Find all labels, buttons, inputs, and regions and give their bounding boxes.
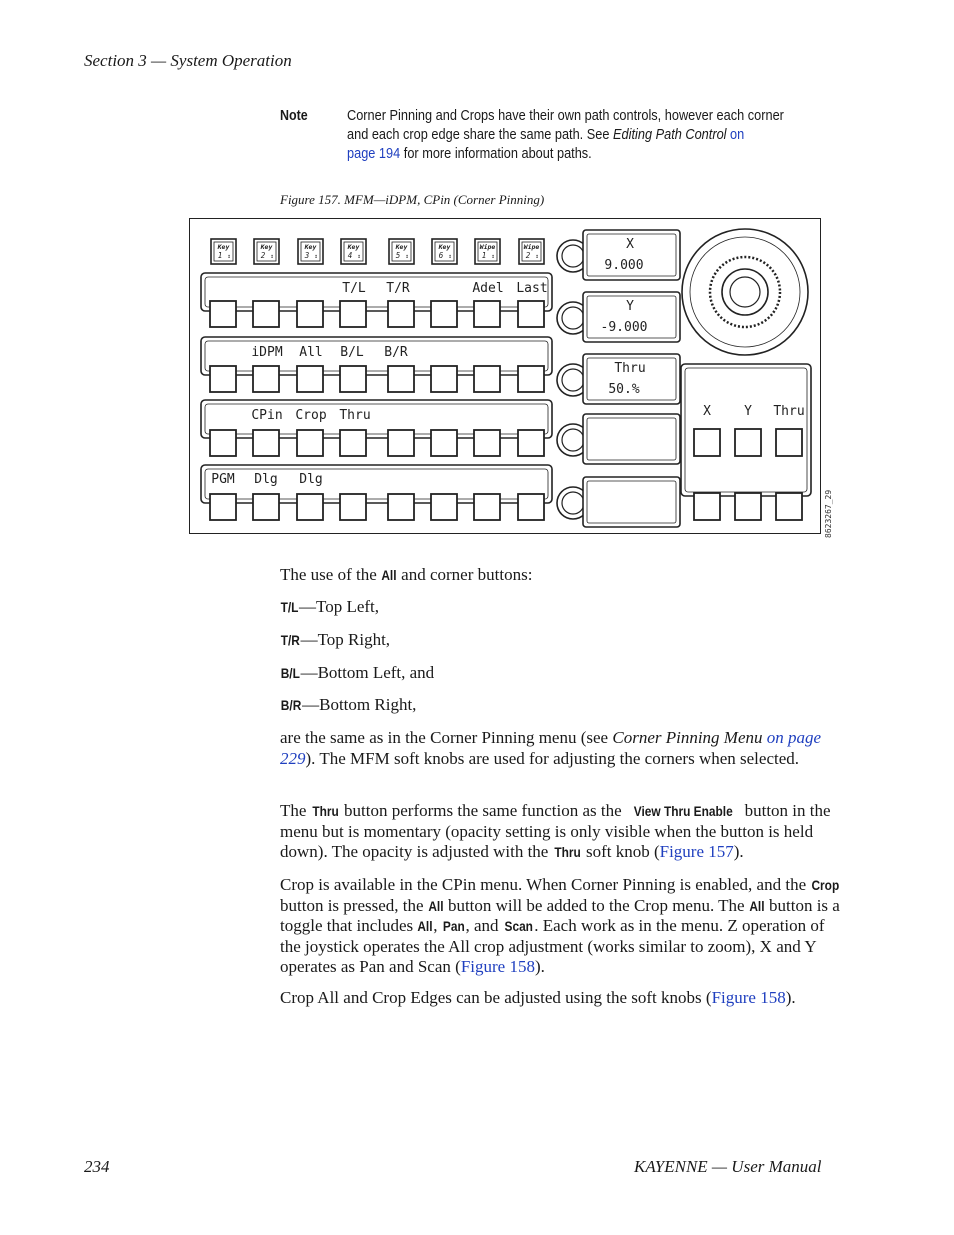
soft-knob-cap [562, 245, 584, 267]
knob-display [583, 414, 680, 464]
knob-name-label: X [626, 237, 634, 252]
soft-button[interactable] [388, 494, 414, 520]
mfm-panel-drawing [190, 219, 822, 535]
p4-text-e: , and [465, 916, 503, 935]
soft-button-label: Thru [339, 408, 371, 423]
soft-button[interactable] [474, 366, 500, 392]
knob-value-label: 9.000 [604, 258, 644, 273]
tl-desc: —Top Left, [299, 597, 380, 616]
bl-desc: —Bottom Left, and [300, 663, 435, 682]
joystick-button[interactable] [694, 429, 720, 456]
joystick-button[interactable] [735, 429, 761, 456]
body-paragraph-4 [280, 875, 842, 978]
p3-thru-term: Thru [312, 803, 339, 819]
soft-button[interactable] [253, 301, 279, 327]
note-line-1: Corner Pinning and Crops have their own path controls, however each corner [347, 108, 784, 124]
p4-crop-term: Crop [811, 877, 840, 893]
soft-button[interactable] [431, 366, 457, 392]
soft-button-label: B/R [384, 345, 408, 360]
key-select-button-number: 1 [217, 251, 223, 260]
key-select-button-number: 2 [525, 251, 531, 260]
soft-button-label: iDPM [251, 345, 283, 360]
running-header: Section 3 — System Operation [84, 51, 292, 70]
soft-button-label: B/L [340, 345, 364, 360]
p4-all-term-3: All [417, 918, 433, 934]
list-item-tr [280, 630, 842, 651]
key-select-button-number: 3 [304, 251, 310, 260]
joystick-button[interactable] [694, 493, 720, 520]
soft-button[interactable] [474, 301, 500, 327]
key-select-button-number: 4 [347, 251, 353, 260]
soft-knob-cap [562, 429, 584, 451]
p3-view-thru-term: View Thru Enable [633, 803, 733, 819]
list-item-br [280, 695, 842, 716]
soft-button[interactable] [431, 301, 457, 327]
soft-button[interactable] [388, 430, 414, 456]
joystick-axis-label: Y [744, 404, 752, 419]
body-paragraph-3 [280, 801, 842, 863]
knob-name-label: Y [626, 299, 634, 314]
soft-button[interactable] [297, 301, 323, 327]
soft-button[interactable] [518, 430, 544, 456]
soft-button[interactable] [210, 301, 236, 327]
key-select-button-label: Key [395, 243, 408, 251]
soft-button[interactable] [210, 494, 236, 520]
p3-text-b: button performs the same function as the [339, 801, 626, 820]
soft-button[interactable] [518, 366, 544, 392]
joystick-axis-label: X [703, 404, 711, 419]
figure-id-label [820, 488, 836, 538]
page-number: 234 [84, 1157, 110, 1176]
key-select-arrow-icon: ↕ [405, 253, 409, 260]
p2-ref-title: Corner Pinning Menu [612, 728, 763, 747]
br-desc: —Bottom Right, [302, 695, 417, 714]
soft-button[interactable] [253, 366, 279, 392]
key-select-arrow-icon: ↕ [535, 253, 539, 260]
soft-button-label: All [299, 345, 323, 360]
mfm-panel-figure [189, 218, 821, 534]
soft-knob-cap [562, 369, 584, 391]
soft-button-label: T/R [386, 281, 410, 296]
p4-all-term: All [428, 897, 444, 914]
p4-text-g: ). [534, 957, 545, 976]
joystick-button[interactable] [776, 493, 802, 520]
joystick-axis-label: Thru [773, 404, 805, 419]
p3-text-c: button in the menu but is momentary (opacity setting is only visible when the button is held down). The opacity is adjusted with the [280, 801, 831, 861]
p3-thru-term-2: Thru [553, 844, 581, 860]
soft-button[interactable] [340, 430, 366, 456]
soft-button[interactable] [340, 366, 366, 392]
p3-text-a: The [280, 801, 311, 820]
body-paragraph-5 [280, 988, 842, 1009]
key-select-button-label: Key [304, 243, 317, 251]
soft-button-label: T/L [342, 281, 366, 296]
bl-term: B/L [280, 665, 300, 681]
joystick-button[interactable] [735, 493, 761, 520]
p4-pan-term: Pan [442, 918, 465, 934]
knob-value-label: -9.000 [600, 320, 648, 335]
br-term: B/R [280, 697, 302, 713]
key-select-button-label: Key [347, 243, 360, 251]
key-select-button-label: Key [260, 243, 273, 251]
key-select-button-label: Key [438, 243, 451, 251]
note-ref-page-link[interactable]: page 194 [347, 146, 401, 162]
soft-button-label: Crop [295, 408, 327, 423]
body-paragraph-1 [280, 565, 842, 586]
figure-id-text: 8623267_29 [824, 489, 833, 538]
key-select-button-label: Key [217, 243, 230, 251]
soft-button[interactable] [253, 430, 279, 456]
soft-button[interactable] [518, 301, 544, 327]
note-line-3: for more information about paths. [400, 146, 592, 162]
soft-button[interactable] [297, 366, 323, 392]
p3-text-d: soft knob ( [581, 842, 660, 861]
soft-knob-cap [562, 492, 584, 514]
p2-ref-page-link[interactable]: page 229 [280, 728, 822, 768]
soft-button[interactable] [388, 301, 414, 327]
p5-figure-link[interactable]: Figure 158 [711, 988, 786, 1007]
knob-name-label: Thru [614, 361, 646, 376]
key-select-button-number: 5 [395, 251, 401, 260]
list-item-tl [280, 597, 842, 618]
running-footer-title: KAYENNE — User Manual [634, 1157, 822, 1176]
note-ref-title: Editing Path Control [613, 127, 727, 143]
soft-button-label: Dlg [299, 472, 323, 487]
body-paragraph-2 [280, 728, 842, 769]
key-select-arrow-icon: ↕ [270, 253, 274, 260]
note-label: Note [280, 108, 308, 124]
soft-button[interactable] [431, 430, 457, 456]
soft-button[interactable] [474, 494, 500, 520]
soft-button-label: CPin [251, 408, 283, 423]
tl-term: T/L [280, 599, 299, 615]
key-select-button-number: 6 [438, 251, 444, 260]
p4-scan-term: Scan [504, 918, 533, 934]
soft-button[interactable] [210, 430, 236, 456]
p2-ref-on-link[interactable]: on [762, 728, 784, 747]
key-select-arrow-icon: ↕ [227, 253, 231, 260]
soft-button[interactable] [210, 366, 236, 392]
key-select-button-number: 1 [481, 251, 487, 260]
soft-button-label: Dlg [254, 472, 278, 487]
tr-term: T/R [280, 632, 300, 648]
note-text [347, 107, 827, 164]
p1-text-b: and corner buttons: [396, 565, 533, 584]
knob-display [583, 477, 680, 527]
p5-text-b: ). [785, 988, 796, 1007]
p5-text-a: Crop All and Crop Edges can be adjusted using the soft knobs ( [280, 988, 712, 1007]
p4-text-d: button is a toggle that includes [280, 895, 840, 935]
soft-button-label: PGM [211, 472, 235, 487]
soft-button[interactable] [297, 430, 323, 456]
p4-text-f: . Each work as in the menu. Z operation of the joystick operates the All crop adjustment (works similar to zoom), X and Y operates as Pan and Scan ( [280, 916, 825, 976]
p4-text-a: Crop is available in the CPin menu. When Corner Pinning is enabled, and the [280, 875, 811, 894]
key-select-arrow-icon: ↕ [314, 253, 318, 260]
p4-figure-link[interactable]: Figure 158 [460, 957, 535, 976]
list-item-bl [280, 663, 842, 684]
p4-text-b: button is pressed, the [280, 895, 428, 915]
key-select-button-label: Wipe [479, 243, 496, 251]
soft-button[interactable] [253, 494, 279, 520]
key-select-arrow-icon: ↕ [448, 253, 452, 260]
p4-all-term-2: All [749, 897, 765, 914]
soft-button-label: Adel [472, 281, 504, 296]
key-select-button-number: 2 [260, 251, 266, 260]
p2-text-b: ). The MFM soft knobs are used for adjusting the corners when selected. [305, 748, 800, 768]
tr-desc: —Top Right, [300, 630, 391, 649]
p4-comma: , [433, 916, 442, 935]
soft-button[interactable] [340, 301, 366, 327]
p1-all-term: All [381, 567, 397, 583]
soft-knob-cap [562, 307, 584, 329]
soft-button[interactable] [474, 430, 500, 456]
figure-caption: Figure 157. MFM—iDPM, CPin (Corner Pinning) [280, 192, 545, 207]
p3-text-e: ). [733, 842, 744, 861]
p4-text-c: button will be added to the Crop menu. The [443, 895, 749, 915]
key-select-arrow-icon: ↕ [491, 253, 495, 260]
p3-figure-link[interactable]: Figure 157 [659, 842, 734, 861]
joystick-cap [722, 269, 768, 315]
note-line-2: and each crop edge share the same path. See [347, 127, 614, 143]
key-select-button-label: Wipe [523, 243, 540, 251]
p2-text-a: are the same as in the Corner Pinning menu (see [280, 728, 613, 747]
soft-button-label: Last [516, 281, 548, 296]
joystick-button[interactable] [776, 429, 802, 456]
soft-button[interactable] [431, 494, 457, 520]
p1-text-a: The use of the [280, 565, 382, 584]
knob-value-label: 50.% [608, 382, 640, 397]
soft-button[interactable] [297, 494, 323, 520]
note-ref-on-link[interactable]: on [726, 127, 745, 143]
soft-button[interactable] [518, 494, 544, 520]
soft-button[interactable] [388, 366, 414, 392]
soft-button[interactable] [340, 494, 366, 520]
key-select-arrow-icon: ↕ [357, 253, 361, 260]
